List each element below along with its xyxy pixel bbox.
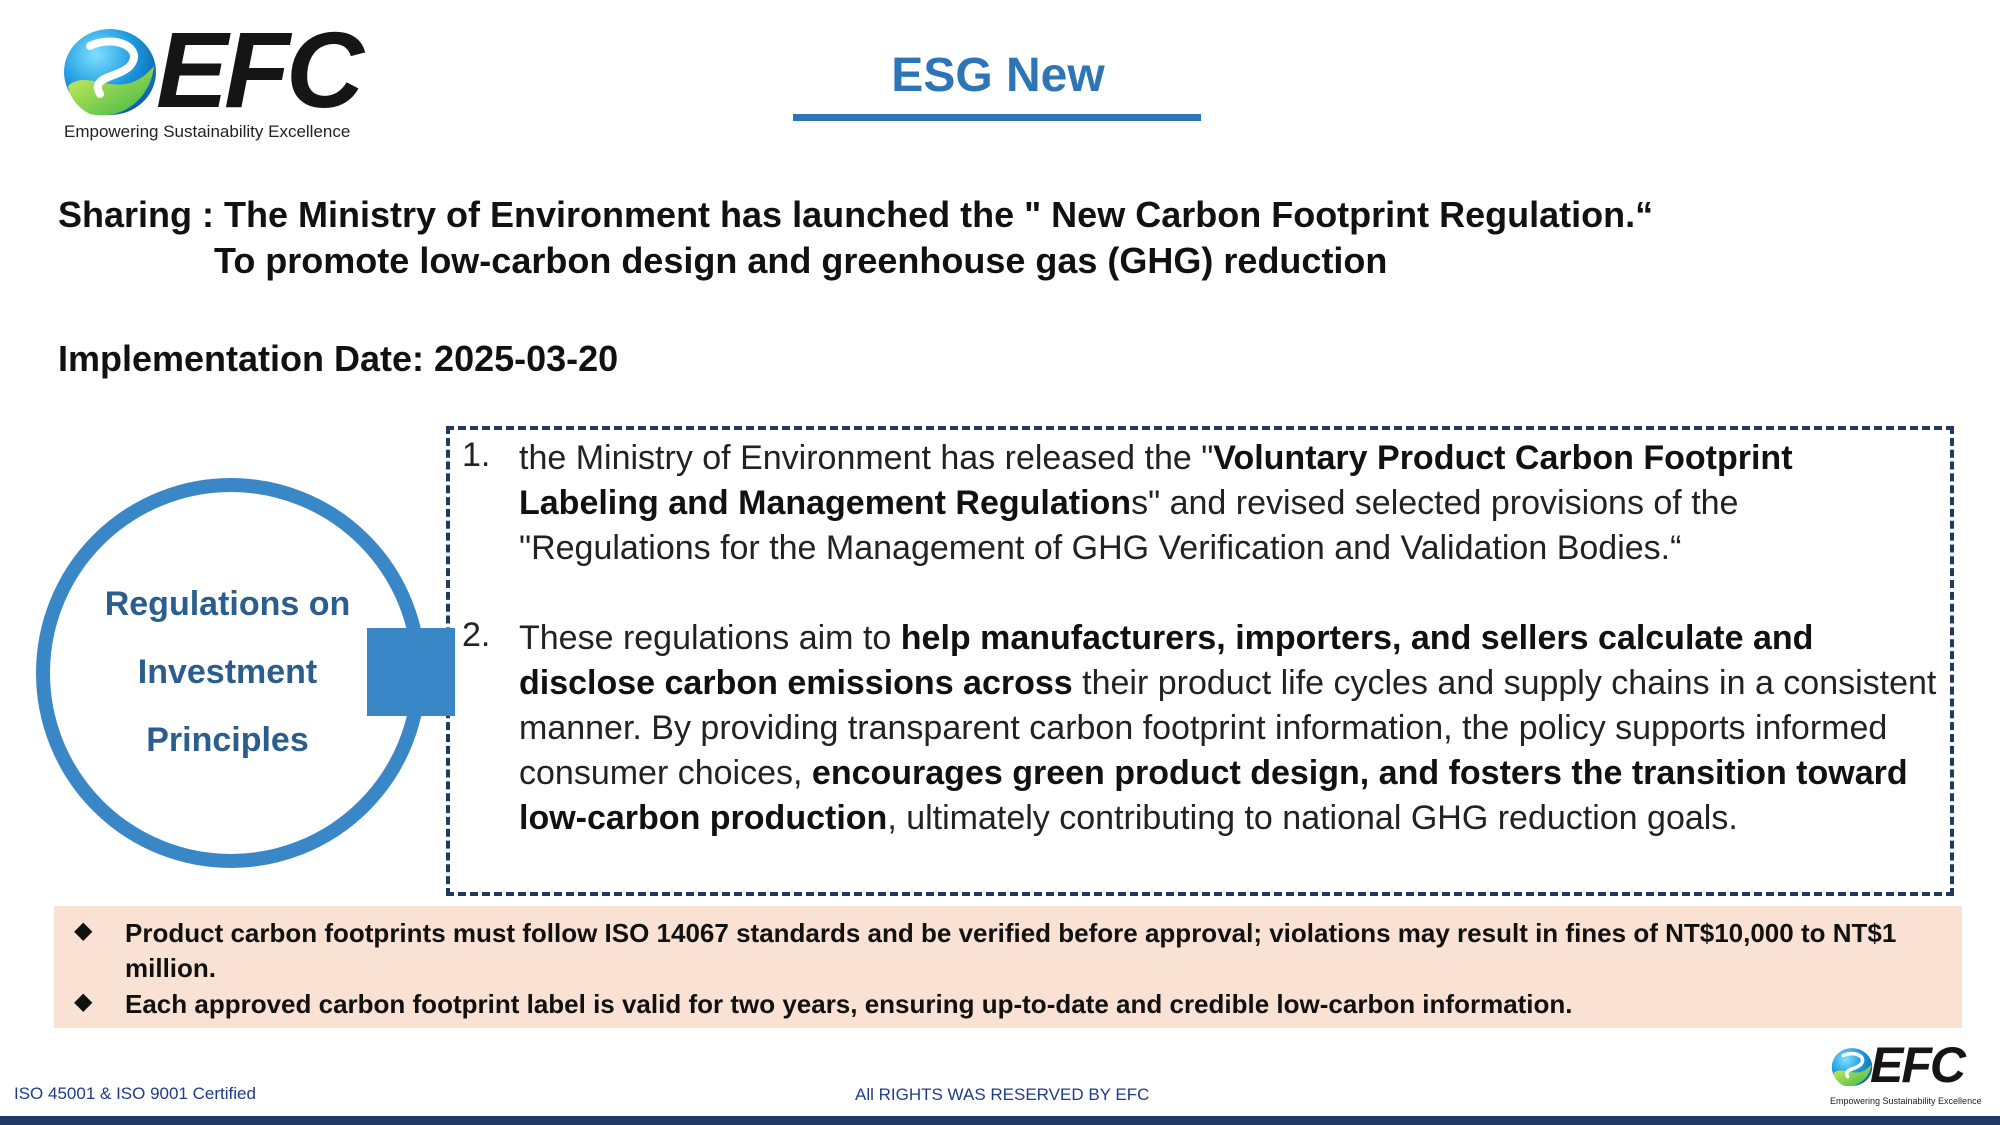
implementation-date: Implementation Date: 2025-03-20: [58, 338, 619, 379]
copyright-note: All RIGHTS WAS RESERVED BY EFC: [855, 1085, 1150, 1104]
sharing-line-1: Sharing : The Ministry of Environment has launched the " New Carbon Footprint Regulation.“: [58, 194, 1654, 235]
diamond-icon: ◆: [74, 988, 93, 1015]
item-text: [519, 436, 1939, 571]
item-text-emphasis: Voluntary Product Carbon Footprint Labeling and Management Regulation: [519, 439, 1793, 522]
title-underline: [793, 114, 1201, 121]
ring-label-line: Principles: [146, 721, 309, 759]
globe-swoosh-icon: [1830, 1046, 1874, 1088]
logo-tagline: Empowering Sustainability Excellence: [1830, 1096, 1982, 1106]
logo-tagline: Empowering Sustainability Excellence: [64, 122, 351, 141]
globe-swoosh-icon: [60, 26, 160, 118]
item-text-segment: , ultimately contributing to national GHG reduction goals.: [887, 799, 1738, 837]
item-text: [519, 616, 1939, 841]
item-text-segment: the Ministry of Environment has released the ": [519, 439, 1214, 477]
item-number: 2.: [462, 616, 491, 654]
ring-label-line: Regulations on: [104, 585, 351, 623]
footer-logo: [1830, 1037, 1990, 1110]
ring-label-line: Investment: [137, 653, 318, 691]
item-text-emphasis: encourages green product design, and fosters the transition toward low-carbon production: [519, 754, 1908, 837]
page-title: ESG New: [891, 49, 1105, 102]
ring-label: [60, 570, 395, 774]
logo-wordmark: EFC: [156, 9, 360, 130]
item-text-emphasis: help manufacturers, importers, and sellers calculate and disclose carbon emissions across: [519, 619, 1814, 702]
certification-note: ISO 45001 & ISO 9001 Certified: [14, 1084, 256, 1103]
logo-wordmark: EFC: [1870, 1037, 1964, 1093]
footer-bar: [0, 1116, 2000, 1125]
diamond-icon: ◆: [74, 917, 93, 944]
connector-block: [367, 628, 455, 716]
item-text-segment: These regulations aim to: [519, 619, 901, 657]
bullet-text: Each approved carbon footprint label is valid for two years, ensuring up-to-date and credible low-carbon information.: [125, 989, 1573, 1019]
sharing-line-2: To promote low-carbon design and greenhouse gas (GHG) reduction: [214, 240, 1388, 281]
item-text-segment: s" and revised selected provisions of the "Regulations for the Management of GHG Verification and Validation Bodies.“: [519, 484, 1739, 567]
item-number: 1.: [462, 436, 491, 474]
bullet-text: Product carbon footprints must follow ISO 14067 standards and be verified before approval; violations may result in fines of NT$10,000 to NT$1 million.: [125, 918, 1897, 983]
item-text-segment: their product life cycles and supply chains in a consistent manner. By providing transparent carbon footprint information, the policy supports informed consumer choices,: [519, 664, 1937, 792]
efc-logo: [60, 9, 390, 152]
